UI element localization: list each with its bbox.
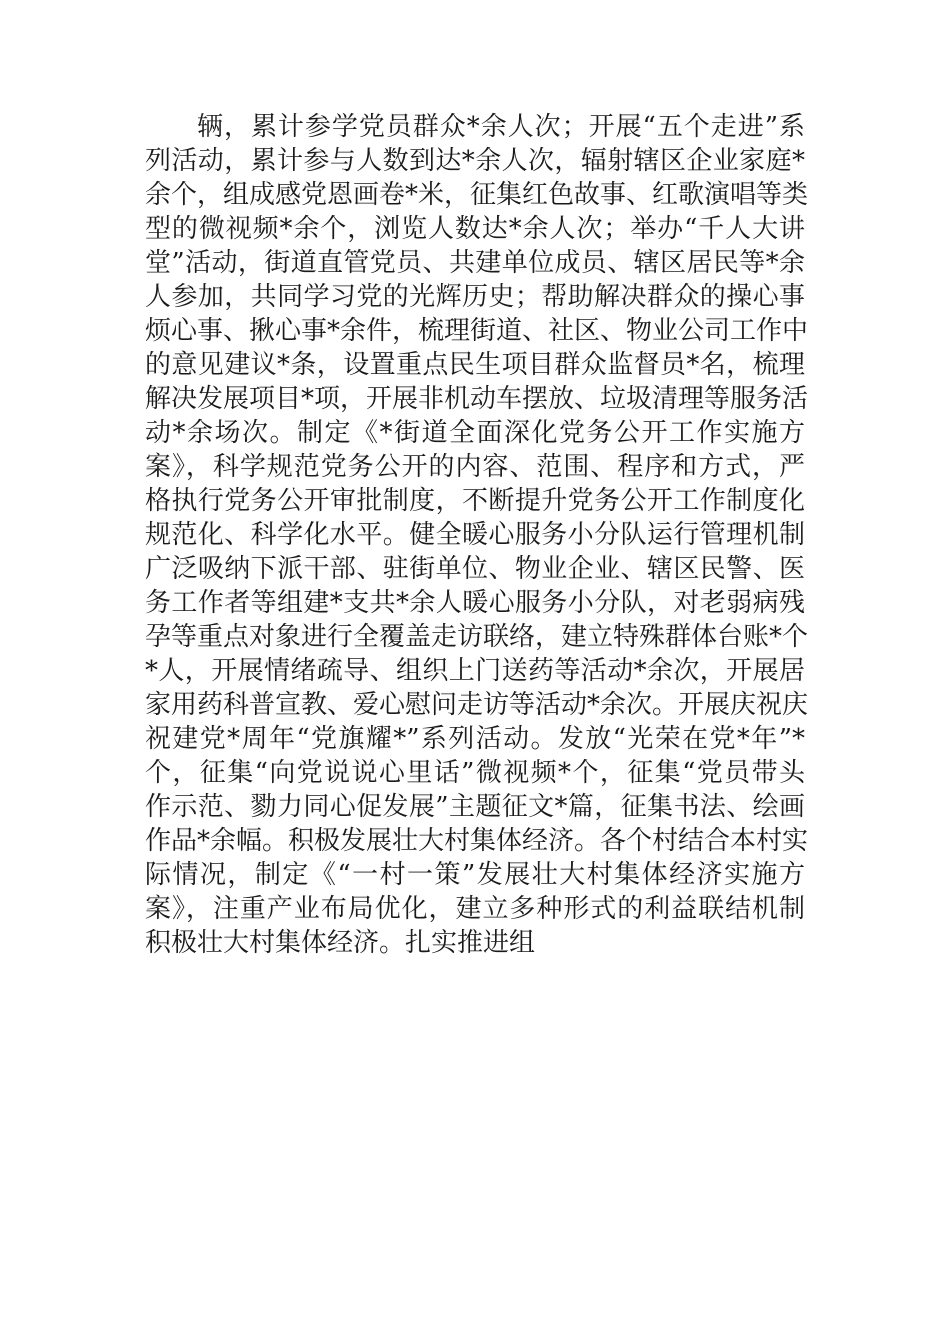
text-line: 家用药科普宣教、爱心慰问走访等活动*余次。开展庆祝庆 <box>145 690 809 720</box>
text-line: 堂”活动，街道直管党员、共建单位成员、辖区居民等*余 <box>145 248 805 278</box>
text-line: 的意见建议*条，设置重点民生项目群众监督员*名，梳理 <box>145 350 805 380</box>
text-line: 案》，科学规范党务公开的内容、范围、程序和方式，严 <box>145 452 805 482</box>
text-line: 作示范、勠力同心促发展”主题征文*篇，征集书法、绘画 <box>145 792 805 822</box>
text-line: 余个，组成感党恩画卷*米，征集红色故事、红歌演唱等类 <box>145 180 809 210</box>
text-line: 祝建党*周年“党旗耀*”系列活动。发放“光荣在党*年”* <box>145 724 805 754</box>
text-line: 个，征集“向党说说心里话”微视频*个，征集“党员带头 <box>145 758 805 788</box>
text-line: 解决发展项目*项，开展非机动车摆放、垃圾清理等服务活 <box>145 384 809 414</box>
text-line: 动*余场次。制定《*街道全面深化党务公开工作实施方 <box>145 418 805 448</box>
text-line: *人，开展情绪疏导、组织上门送药等活动*余次，开展居 <box>145 656 805 686</box>
text-line: 广泛吸纳下派干部、驻街单位、物业企业、辖区民警、医 <box>145 554 805 584</box>
text-line: 烦心事、揪心事*余件，梳理街道、社区、物业公司工作中 <box>145 316 809 346</box>
text-line: 人参加，共同学习党的光辉历史；帮助解决群众的操心事 <box>145 282 805 312</box>
text-line: 积极壮大村集体经济。扎实推进组 <box>145 928 536 958</box>
text-line: 规范化、科学化水平。健全暖心服务小分队运行管理机制 <box>145 520 805 550</box>
text-line: 型的微视频*余个，浏览人数达*余人次；举办“千人大讲 <box>145 214 805 244</box>
text-line: 辆，累计参学党员群众*余人次；开展“五个走进”系 <box>197 112 805 142</box>
text-line: 际情况，制定《“一村一策”发展壮大村集体经济实施方 <box>145 860 805 890</box>
text-line: 列活动，累计参与人数到达*余人次，辐射辖区企业家庭* <box>145 146 805 176</box>
text-line: 务工作者等组建*支共*余人暖心服务小分队，对老弱病残 <box>145 588 805 618</box>
text-line: 格执行党务公开审批制度，不断提升党务公开工作制度化 <box>145 486 805 516</box>
body-paragraph <box>145 110 809 960</box>
text-line: 作品*余幅。积极发展壮大村集体经济。各个村结合本村实 <box>145 826 809 856</box>
text-line: 案》，注重产业布局优化，建立多种形式的利益联结机制 <box>145 894 805 924</box>
text-line: 孕等重点对象进行全覆盖走访联络，建立特殊群体台账*个 <box>145 622 809 652</box>
